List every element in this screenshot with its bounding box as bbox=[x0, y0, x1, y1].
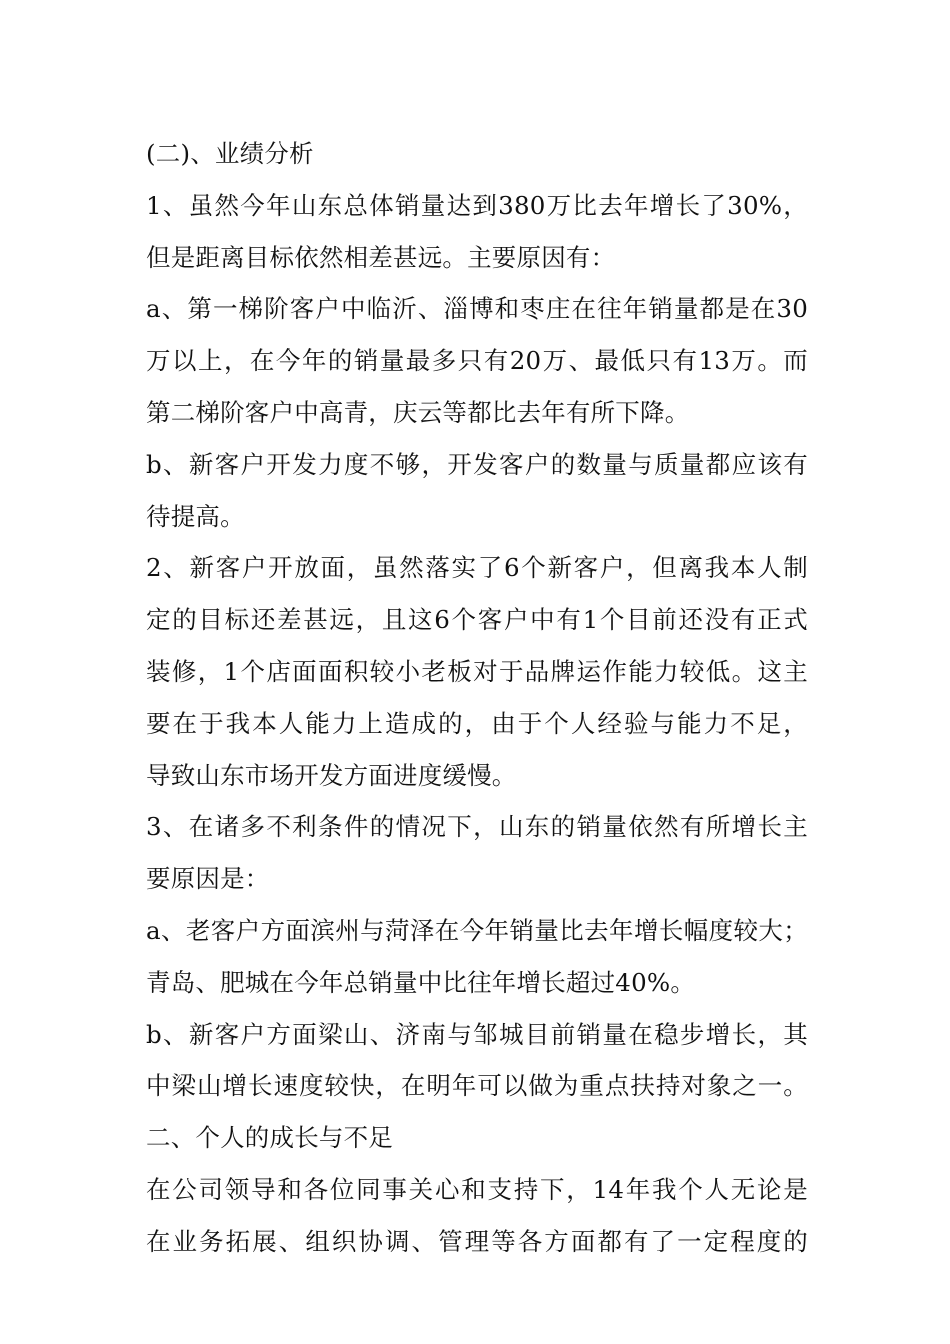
paragraph-line: 中梁山增长速度较快，在明年可以做为重点扶持对象之一。 bbox=[146, 1071, 808, 1101]
paragraph-line: 导致山东市场开发方面进度缓慢。 bbox=[146, 760, 517, 790]
paragraph-line: 3、在诸多不利条件的情况下，山东的销量依然有所增长主 bbox=[146, 812, 808, 842]
paragraph-line: 要原因是： bbox=[146, 864, 270, 894]
paragraph-line: 第二梯阶客户中高青，庆云等都比去年有所下降。 bbox=[146, 397, 690, 427]
paragraph-line: 在公司领导和各位同事关心和支持下，14年我个人无论是 bbox=[146, 1174, 808, 1204]
paragraph-line: a、老客户方面滨州与菏泽在今年销量比去年增长幅度较大； bbox=[146, 915, 808, 945]
paragraph-line: b、新客户方面梁山、济南与邹城目前销量在稳步增长，其 bbox=[146, 1019, 808, 1049]
paragraph-line: 但是距离目标依然相差甚远。主要原因有： bbox=[146, 242, 616, 272]
paragraph-line: 装修，1个店面面积较小老板对于品牌运作能力较低。这主 bbox=[146, 656, 808, 686]
document-body bbox=[146, 128, 808, 1268]
paragraph-line: 1、虽然今年山东总体销量达到380万比去年增长了30%， bbox=[146, 190, 808, 220]
section-heading-performance: (二)、业绩分析 bbox=[146, 139, 314, 168]
paragraph-line: 青岛、肥城在今年总销量中比往年增长超过40%。 bbox=[146, 967, 696, 997]
paragraph-line: 在业务拓展、组织协调、管理等各方面都有了一定程度的 bbox=[146, 1226, 808, 1256]
paragraph-line: 2、新客户开放面，虽然落实了6个新客户，但离我本人制 bbox=[146, 553, 808, 583]
paragraph-line: 万以上，在今年的销量最多只有20万、最低只有13万。而 bbox=[146, 346, 808, 376]
paragraph-line: 待提高。 bbox=[146, 501, 245, 531]
paragraph-line: a、第一梯阶客户中临沂、淄博和枣庄在往年销量都是在30 bbox=[146, 294, 808, 324]
section-heading-personal-growth: 二、个人的成长与不足 bbox=[146, 1123, 393, 1153]
paragraph-line: 要在于我本人能力上造成的，由于个人经验与能力不足， bbox=[146, 708, 808, 738]
paragraph-line: 定的目标还差甚远，且这6个客户中有1个目前还没有正式 bbox=[146, 605, 808, 635]
paragraph-line: b、新客户开发力度不够，开发客户的数量与质量都应该有 bbox=[146, 449, 808, 479]
